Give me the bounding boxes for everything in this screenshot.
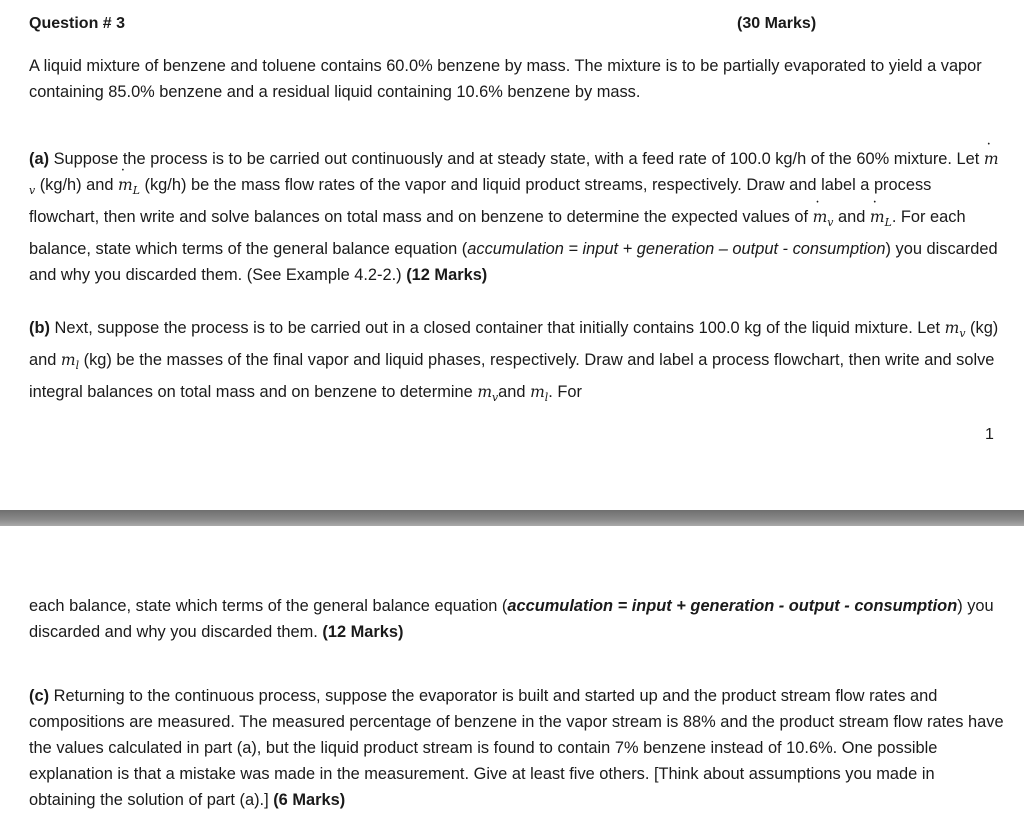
part-a-text: ) you discarded and why you discarded them. (See Example 4.2-2.) [29,240,998,285]
m-l-symbol: $m_l$ [530,383,549,405]
m-v-symbol: $m_v$ [944,319,966,341]
part-b-label: (b) [29,319,50,337]
document-page-2 [0,526,1024,820]
part-c-marks: (6 Marks) [273,791,346,809]
part-c-paragraph [29,683,1004,813]
page-number: 1 [985,426,994,443]
question-title: Question # 3 [29,15,126,32]
part-a-text: Suppose the process is to be carried out continuously and at steady state, with a feed rate of 100.0 kg/h of the 60% mixture. Let [49,150,984,168]
part-b-paragraph [29,315,1004,411]
part-a-text: (kg/h) be the mass flow rates of the vapor and liquid product streams, respectively. Draw and label a process flowchart, then write and solve balances on total mass and on benzene to determine the expected values of [29,176,932,227]
page-separator [0,510,1024,526]
part-a-label: (a) [29,150,50,168]
part-b-text: and [498,383,531,402]
mdot-v-symbol: ˙ $m_v$ [813,208,834,226]
part-a-text: and [833,208,870,227]
part-c-label: (c) [29,687,50,705]
part-b-continuation-text: each balance, state which terms of the general balance equation ( [29,597,508,615]
intro-paragraph: A liquid mixture of benzene and toluene contains 60.0% benzene by mass. The mixture is to be partially evaporated to yield a vapor containing 85.0% benzene and a residual liquid containing 10.6% benzene by mass. [29,57,982,101]
question-total-marks: (30 Marks) [737,15,817,32]
balance-equation: accumulation = input + generation – output - consumption [467,240,886,259]
mdot-l-symbol: ˙ $m_L$ [870,208,892,226]
part-b-continuation [29,593,1004,645]
mdot-l-symbol: ˙ $m_L$ [118,176,140,194]
part-a-text: . For each balance, state which terms of the general balance equation ( [29,208,966,259]
part-a-text: (kg/h) and [35,176,119,194]
balance-equation: accumulation = input + generation - output - consumption [507,597,958,615]
m-l-symbol: $m_l$ [60,351,80,373]
part-a-marks: (12 Marks) [406,266,488,285]
m-v-symbol: $m_v$ [477,383,499,405]
part-c-text: Returning to the continuous process, suppose the evaporator is built and started up and the product stream flow rates and compositions are measured. The measured percentage of benzene in the vapor stream is 88% and the product stream flow rates have the values calculated in part (a), but the liquid product stream is found to contain 7% benzene instead of 10.6%. One possible explanation is that a mistake was made in the measurement. Give at least five others. [Think about assumptions you made in obtaining the solution of part (a).] [29,687,1004,809]
part-b-text: (kg) be the masses of the final vapor and liquid phases, respectively. Draw and label a process flowchart, then write and solve integral balances on total mass and on benzene to determine [29,351,995,402]
part-b-text: Next, suppose the process is to be carried out in a closed container that initially contains 100.0 kg of the liquid mixture. Let [49,319,945,337]
part-a-paragraph [29,146,1004,288]
part-b-text: . For [548,383,582,402]
part-b-text: (kg) and [29,319,999,370]
part-b-marks: (12 Marks) [322,623,404,641]
part-b-continuation-text: ) you discarded and why you discarded them. [29,597,994,641]
mdot-v-symbol: ˙ $m_v$ [29,150,999,194]
